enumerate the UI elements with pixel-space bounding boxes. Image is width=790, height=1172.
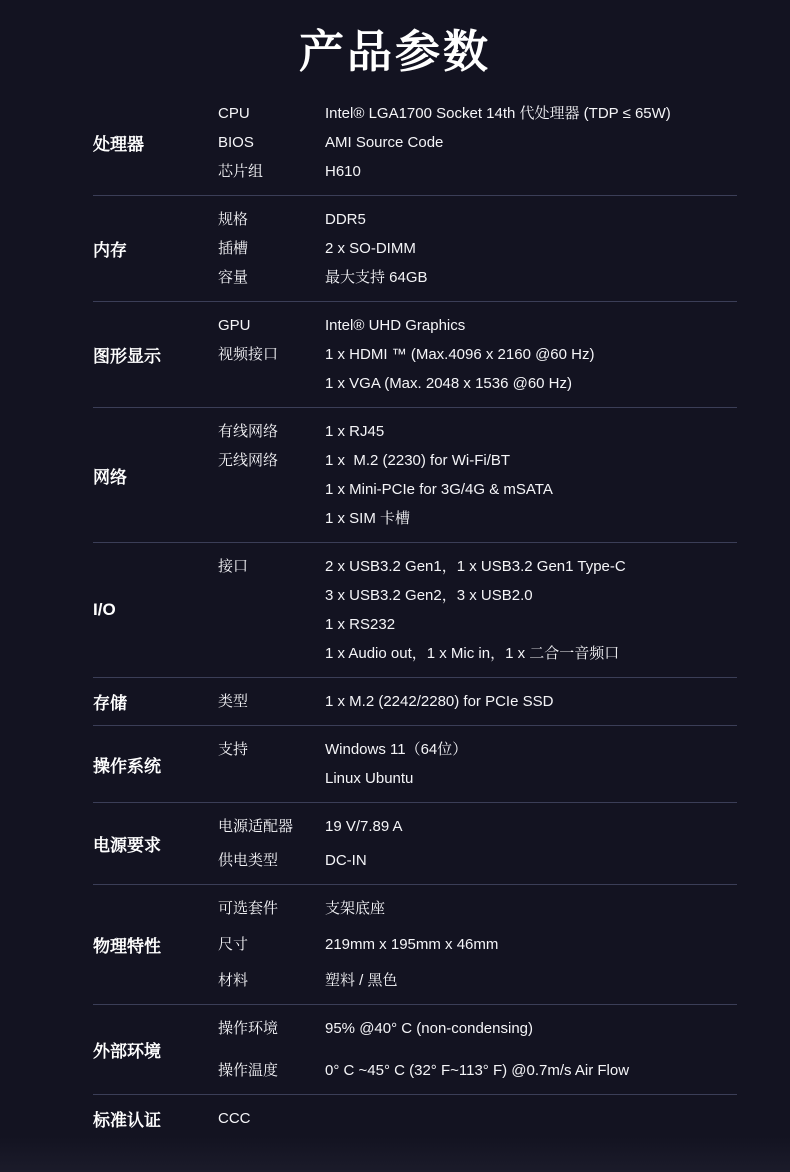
spec-row: [218, 930, 737, 959]
spec-category: 内存: [93, 241, 127, 260]
spec-values: [325, 340, 737, 398]
spec-value: 支架底座: [325, 900, 386, 917]
spec-label: 支持: [218, 741, 249, 758]
spec-rows: [218, 894, 737, 995]
spec-rows: [218, 1104, 737, 1133]
spec-label: CCC: [218, 1110, 251, 1127]
spec-label: 容量: [218, 269, 249, 286]
spec-values: [325, 99, 737, 128]
spec-row: [218, 846, 737, 875]
spec-values: [325, 311, 737, 340]
spec-row: [218, 687, 737, 716]
spec-section: [93, 677, 737, 725]
spec-rows: [218, 812, 737, 875]
spec-value: 1 x SIM 卡槽: [325, 510, 411, 527]
spec-category: I/O: [93, 600, 116, 619]
spec-value: 1 x VGA (Max. 2048 x 1536 @60 Hz): [325, 375, 573, 392]
spec-row: [218, 446, 737, 533]
spec-label: 操作环境: [218, 1020, 279, 1037]
spec-row: [218, 340, 737, 398]
spec-values: [325, 846, 737, 875]
spec-value: 1 x M.2 (2242/2280) for PCIe SSD: [325, 693, 554, 710]
spec-label: BIOS: [218, 134, 254, 151]
spec-values: [325, 205, 737, 234]
spec-category: 存储: [93, 694, 127, 713]
spec-row: [218, 263, 737, 292]
spec-value: Windows 11（64位）: [325, 741, 468, 758]
spec-value: 2 x SO-DIMM: [325, 240, 416, 257]
spec-value: H610: [325, 163, 361, 180]
spec-values: [325, 894, 737, 923]
spec-values: [325, 552, 737, 668]
spec-label: 供电类型: [218, 852, 279, 869]
spec-value: 1 x Mini-PCIe for 3G/4G & mSATA: [325, 481, 553, 498]
spec-section: [93, 407, 737, 542]
spec-values: [325, 812, 737, 841]
spec-label: 有线网络: [218, 423, 279, 440]
spec-label: 芯片组: [218, 163, 264, 180]
spec-value: 1 x M.2 (2230) for Wi-Fi/BT: [325, 452, 511, 469]
spec-row: [218, 417, 737, 446]
spec-value: 219mm x 195mm x 46mm: [325, 936, 499, 953]
spec-category: 外部环境: [93, 1042, 161, 1061]
spec-value: 0° C ~45° C (32° F~113° F) @0.7m/s Air Flow: [325, 1062, 630, 1079]
spec-rows: [218, 99, 737, 186]
spec-rows: [218, 417, 737, 533]
spec-section: [93, 725, 737, 802]
spec-table: [93, 90, 737, 1142]
spec-values: [325, 157, 737, 186]
spec-section: [93, 195, 737, 301]
spec-row: [218, 1104, 737, 1133]
spec-value: 3 x USB3.2 Gen2，3 x USB2.0: [325, 587, 533, 604]
spec-value: Linux Ubuntu: [325, 770, 414, 787]
spec-row: [218, 894, 737, 923]
spec-values: [325, 263, 737, 292]
spec-category: 网络: [93, 467, 127, 487]
spec-label: 类型: [218, 693, 249, 710]
spec-label: 操作温度: [218, 1062, 279, 1079]
spec-section: [93, 802, 737, 884]
spec-value: 1 x RJ45: [325, 423, 385, 440]
spec-values: [325, 687, 737, 716]
spec-row: [218, 99, 737, 128]
spec-row: [218, 1014, 737, 1043]
spec-category: 电源要求: [93, 836, 161, 855]
spec-category: 物理特性: [93, 937, 161, 956]
spec-values: [325, 966, 737, 995]
spec-rows: [218, 205, 737, 292]
spec-row: [218, 128, 737, 157]
spec-label: 电源适配器: [218, 818, 294, 835]
spec-rows: [218, 552, 737, 668]
spec-value: 塑料 / 黑色: [325, 972, 398, 989]
spec-row: [218, 812, 737, 841]
spec-value: 19 V/7.89 A: [325, 818, 403, 835]
page-title: 产品参数: [298, 26, 491, 77]
product-spec-page: [0, 26, 790, 1172]
spec-row: [218, 1056, 737, 1085]
spec-value: AMI Source Code: [325, 134, 444, 151]
spec-label: 视频接口: [218, 346, 279, 363]
spec-label: 尺寸: [218, 936, 249, 953]
spec-row: [218, 205, 737, 234]
spec-section: [93, 90, 737, 195]
spec-values: [325, 930, 737, 959]
spec-value: DC-IN: [325, 852, 367, 869]
spec-section: [93, 884, 737, 1004]
spec-value: 1 x RS232: [325, 616, 396, 633]
spec-section: [93, 1004, 737, 1094]
spec-label: 接口: [218, 558, 249, 575]
spec-values: [325, 128, 737, 157]
spec-label: 插槽: [218, 240, 249, 257]
spec-row: [218, 552, 737, 668]
spec-label: 规格: [218, 211, 249, 228]
spec-values: [325, 1056, 737, 1085]
spec-category: 处理器: [93, 135, 144, 154]
spec-values: [325, 417, 737, 446]
spec-value: DDR5: [325, 211, 366, 228]
spec-category: 图形显示: [93, 347, 161, 366]
spec-label: GPU: [218, 317, 251, 334]
spec-row: [218, 966, 737, 995]
spec-section: [93, 1094, 737, 1142]
spec-values: [325, 735, 737, 793]
spec-values: [325, 1014, 737, 1043]
spec-value: Intel® UHD Graphics: [325, 317, 466, 334]
spec-value: 最大支持 64GB: [325, 269, 428, 286]
spec-section: [93, 301, 737, 407]
spec-values: [325, 234, 737, 263]
spec-label: 材料: [218, 972, 249, 989]
spec-value: 95% @40° C (non-condensing): [325, 1020, 534, 1037]
spec-rows: [218, 687, 737, 716]
spec-value: 2 x USB3.2 Gen1，1 x USB3.2 Gen1 Type-C: [325, 558, 626, 575]
spec-value: 1 x Audio out，1 x Mic in，1 x 二合一音频口: [325, 645, 620, 662]
spec-label: CPU: [218, 105, 250, 122]
spec-rows: [218, 735, 737, 793]
spec-values: [325, 446, 737, 533]
spec-label: 可选套件: [218, 900, 279, 917]
spec-rows: [218, 311, 737, 398]
spec-row: [218, 234, 737, 263]
spec-row: [218, 311, 737, 340]
spec-section: [93, 542, 737, 677]
spec-label: 无线网络: [218, 452, 279, 469]
spec-row: [218, 735, 737, 793]
spec-value: Intel® LGA1700 Socket 14th 代处理器 (TDP ≤ 65W): [325, 105, 671, 122]
spec-category: 标准认证: [93, 1111, 161, 1130]
spec-value: 1 x HDMI ™ (Max.4096 x 2160 @60 Hz): [325, 346, 595, 363]
spec-category: 操作系统: [93, 756, 161, 776]
spec-row: [218, 157, 737, 186]
spec-rows: [218, 1014, 737, 1085]
